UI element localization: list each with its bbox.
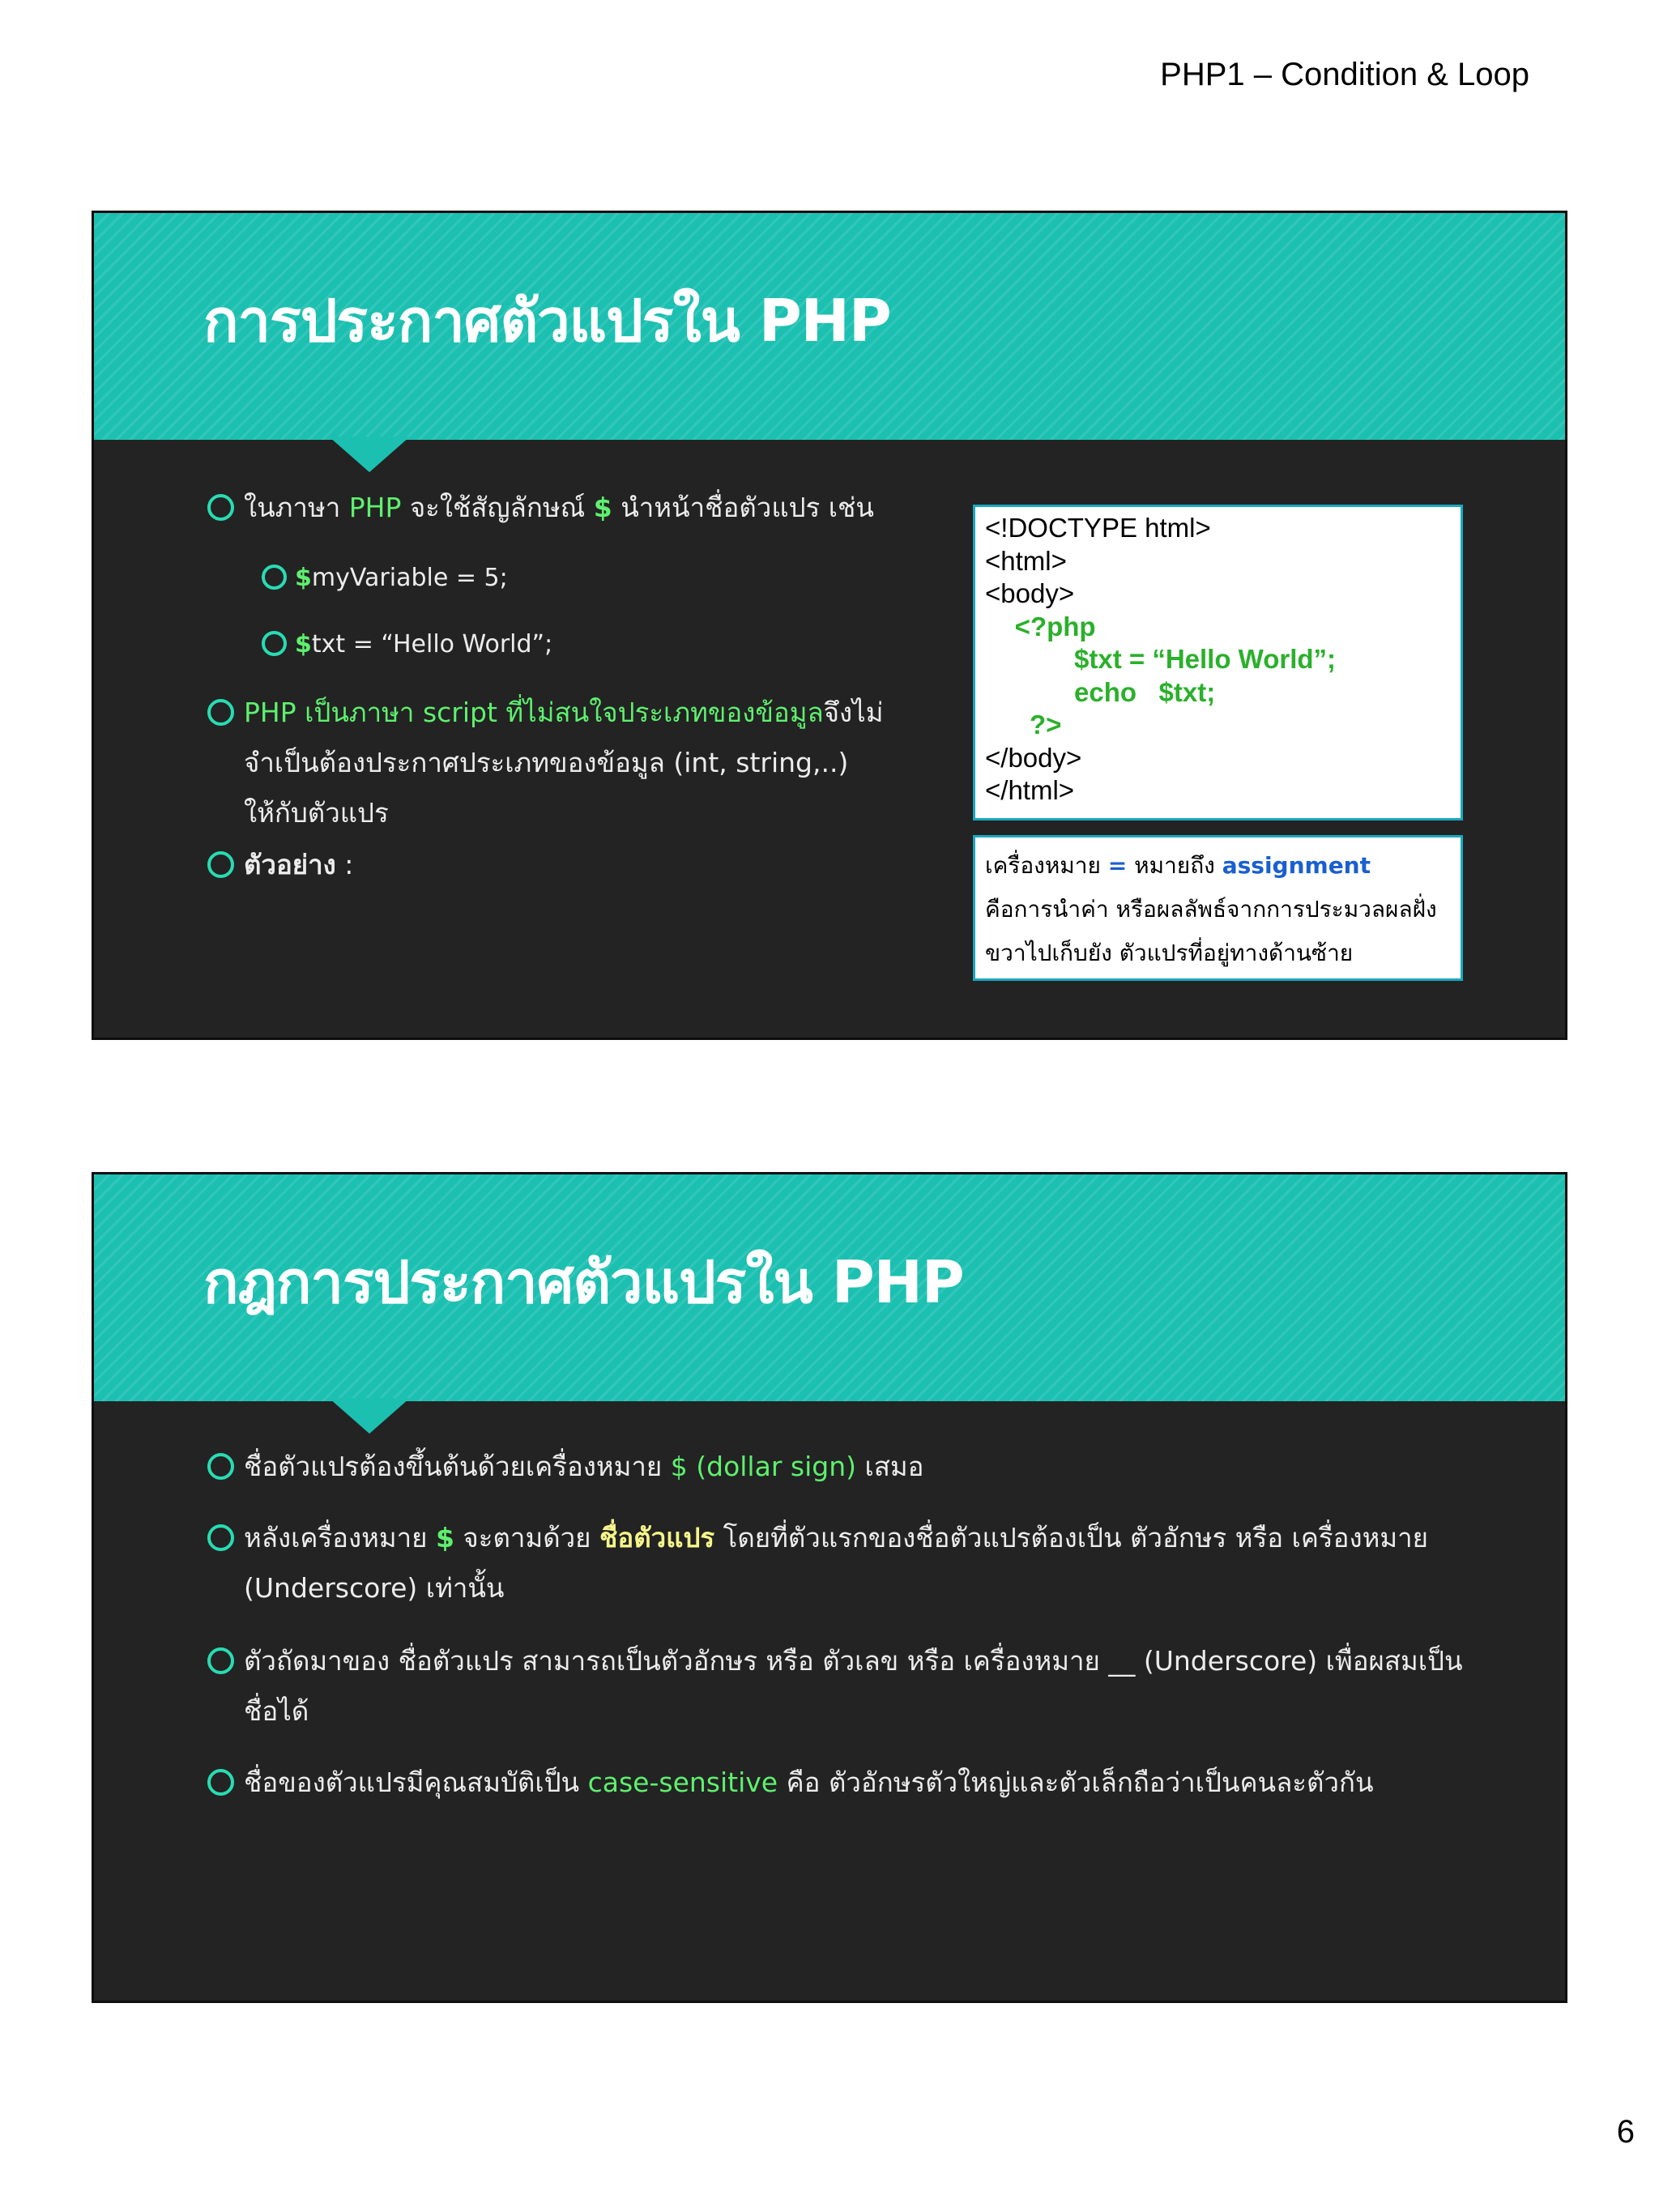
code-example-box — [973, 505, 1463, 820]
code-line: <?php — [985, 611, 1096, 641]
code-line: ?> — [985, 710, 1062, 739]
circle-bullet-icon — [207, 851, 234, 878]
circle-bullet-icon — [262, 565, 287, 590]
page-number: 6 — [1616, 2114, 1635, 2150]
assignment-note-box — [973, 835, 1463, 981]
bullet-item: PHP เป็นภาษา script ที่ไม่สนใจประเภทของข้อมูลจึงไม่ จำเป็นต้องประกาศประเภทของข้อมูล (int, string,..) ให้กับตัวแปร — [210, 688, 883, 838]
code-line: </body> — [985, 742, 1082, 773]
circle-bullet-icon — [207, 1453, 234, 1480]
slide-title: กฎการประกาศตัวแปรใน PHP — [203, 1248, 964, 1316]
note-line: ขวาไปเก็บยัง ตัวแปรที่อยู่ทางด้านซ้าย — [985, 940, 1354, 966]
circle-bullet-icon — [262, 631, 287, 656]
code-line: echo $txt; — [985, 676, 1216, 707]
bullet-item: ชื่อของตัวแปรมีคุณสมบัติเป็น case-sensitive คือ ตัวอักษรตัวใหญ่และตัวเล็กถือว่าเป็นคนละตัวกัน — [210, 1758, 1374, 1808]
header-notch — [329, 437, 410, 472]
header-notch — [329, 1398, 410, 1434]
note-line: เครื่องหมาย = หมายถึง assignment — [985, 852, 1371, 879]
bullet-item: หลังเครื่องหมาย $ จะตามด้วย ชื่อตัวแปร โดยที่ตัวแรกของชื่อตัวแปรต้องเป็น ตัวอักษร หรือ เครื่องหมาย (Underscore) เท่านั้น — [210, 1513, 1428, 1613]
circle-bullet-icon — [207, 699, 234, 726]
code-line: <body> — [985, 578, 1075, 608]
document-header: PHP1 – Condition & Loop — [1160, 57, 1529, 92]
bullet-item: ตัวอย่าง : — [210, 840, 353, 890]
sub-bullet-item: $txt = “Hello World”; — [264, 620, 552, 670]
code-line: <!DOCTYPE html> — [985, 513, 1211, 543]
bullet-item: ชื่อตัวแปรต้องขึ้นต้นด้วยเครื่องหมาย $ (dollar sign) เสมอ — [210, 1442, 923, 1492]
code-line: </html> — [985, 775, 1075, 805]
circle-bullet-icon — [207, 1524, 234, 1551]
circle-bullet-icon — [207, 1647, 234, 1674]
slide-variable-rules — [92, 1172, 1567, 2003]
circle-bullet-icon — [207, 1769, 234, 1796]
circle-bullet-icon — [207, 494, 234, 521]
bullet-item: ในภาษา PHP จะใช้สัญลักษณ์ $ นำหน้าชื่อตัวแปร เช่น — [210, 483, 874, 533]
slide-title: การประกาศตัวแปรใน PHP — [203, 287, 891, 355]
slide-variable-declaration — [92, 211, 1567, 1040]
sub-bullet-item: $myVariable = 5; — [264, 553, 508, 603]
code-line: <html> — [985, 545, 1067, 576]
bullet-item: ตัวถัดมาของ ชื่อตัวแปร สามารถเป็นตัวอักษร หรือ ตัวเลข หรือ เครื่องหมาย __ (Underscore) เพื่อผสมเป็น ชื่อได้ — [210, 1636, 1463, 1737]
code-line: $txt = “Hello World”; — [985, 644, 1337, 674]
note-line: คือการนำค่า หรือผลลัพธ์จากการประมวลผลฝั่ง — [985, 896, 1437, 923]
